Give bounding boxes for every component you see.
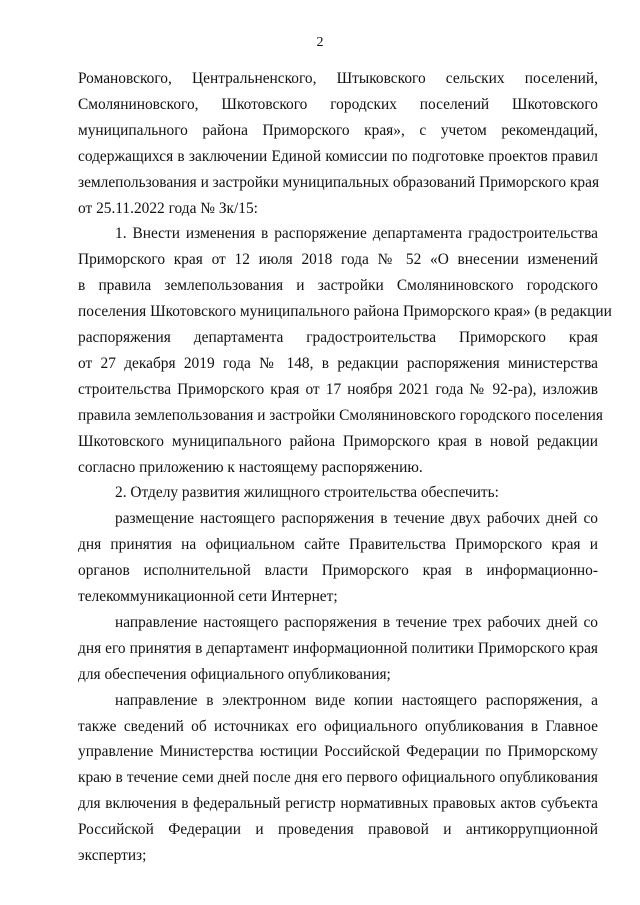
text-line: размещение настоящего распоряжения в течение двух рабочих дней со bbox=[115, 510, 598, 528]
text-line: также сведений об источниках его официального опубликования в Главное bbox=[78, 717, 598, 735]
text-line: в правила землепользования и застройки Смоляниновского городского bbox=[78, 277, 598, 295]
text-line: Российской Федерации и проведения правовой и антикоррупционной bbox=[78, 821, 598, 839]
text-line: управление Министерства юстиции Российской Федерации по Приморскому bbox=[78, 743, 598, 761]
text-line: для обеспечения официального опубликования; bbox=[78, 665, 391, 683]
text-line: муниципального района Приморского края», с учетом рекомендаций, bbox=[78, 121, 598, 139]
text-line: от 25.11.2022 года № Зк/15: bbox=[78, 199, 258, 217]
text-line: краю в течение семи дней после дня его первого официального опубликования bbox=[78, 769, 598, 787]
text-line: правила землепользования и застройки Смоляниновского городского поселения bbox=[78, 406, 603, 424]
text-line: телекоммуникационной сети Интернет; bbox=[78, 588, 338, 605]
text-line: для включения в федеральный регистр нормативных правовых актов субъекта bbox=[78, 795, 598, 813]
text-line: 1. Внести изменения в распоряжение департамента градостроительства bbox=[115, 225, 598, 243]
text-line: направление настоящего распоряжения в течение трех рабочих дней со bbox=[115, 613, 598, 631]
text-line: поселения Шкотовского муниципального района Приморского края» (в редакции bbox=[78, 303, 612, 321]
text-line: дня его принятия в департамент информационной политики Приморского края bbox=[78, 639, 598, 657]
text-line: согласно приложению к настоящему распоряжению. bbox=[78, 458, 423, 476]
page-number: 2 bbox=[316, 35, 324, 50]
text-line: Приморского края от 12 июля 2018 года № 52 «О внесении изменений bbox=[78, 251, 598, 269]
text-line: содержащихся в заключении Единой комиссии по подготовке проектов правил bbox=[78, 147, 598, 165]
text-line: от 27 декабря 2019 года № 148, в редакции распоряжения министерства bbox=[78, 354, 598, 372]
text-line: распоряжения департамента градостроительства Приморского края bbox=[78, 329, 598, 346]
text-line: Романовского, Центральненского, Штыковского сельских поселений, bbox=[78, 70, 598, 87]
text-line: органов исполнительной власти Приморского края в информационно- bbox=[78, 562, 598, 580]
text-line: экспертиз; bbox=[78, 847, 147, 864]
text-line: 2. Отделу развития жилищного строительства обеспечить: bbox=[115, 484, 499, 502]
text-line: строительства Приморского края от 17 ноября 2021 года № 92-ра), изложив bbox=[78, 380, 598, 398]
text-line: направление в электронном виде копии настоящего распоряжения, а bbox=[115, 691, 598, 709]
text-line: дня принятия на официальном сайте Правительства Приморского края и bbox=[78, 536, 598, 554]
text-line: Смоляниновского, Шкотовского городских поселений Шкотовского bbox=[78, 95, 598, 113]
text-line: Шкотовского муниципального района Приморского края в новой редакции bbox=[78, 432, 598, 450]
text-line: землепользования и застройки муниципальных образований Приморского края bbox=[78, 173, 600, 191]
